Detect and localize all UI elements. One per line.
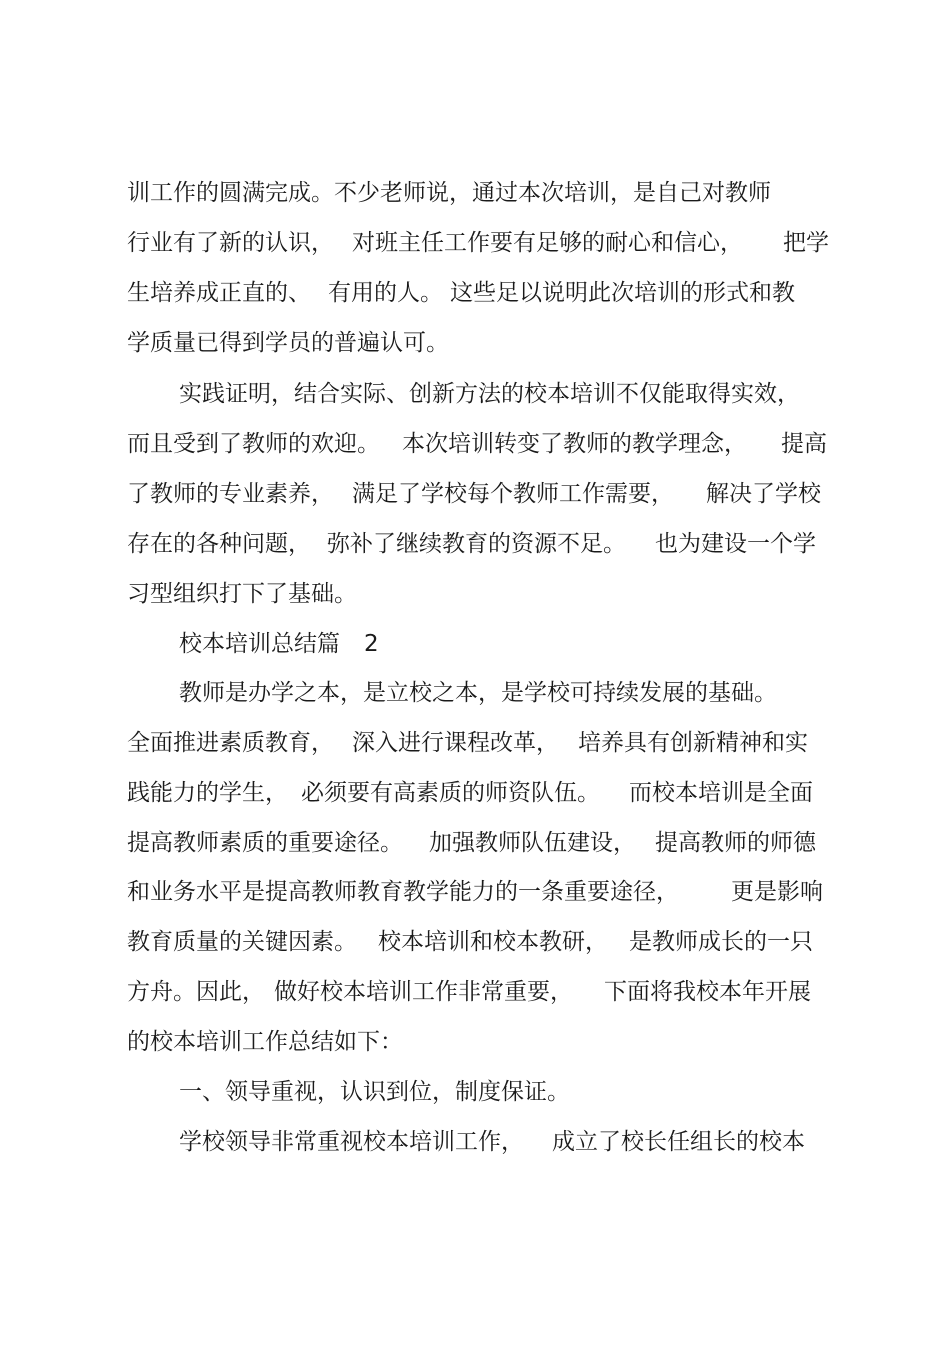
text-line bbox=[0, 818, 950, 868]
text-segment: 践能力的学生， bbox=[127, 780, 288, 806]
text-segment: 更是影响 bbox=[731, 879, 823, 905]
text-segment: 这些足以说明此次培训的形式和教 bbox=[450, 280, 795, 306]
text-line bbox=[0, 218, 950, 268]
text-segment: 教育质量的关键因素。 bbox=[127, 929, 357, 955]
text-line bbox=[0, 569, 950, 619]
text-segment: 本次培训转变了教师的教学理念， bbox=[402, 431, 747, 457]
text-segment: 生培养成正直的、 bbox=[127, 280, 311, 306]
section-heading bbox=[0, 619, 950, 669]
text-segment: 教师是办学之本，是立校之本，是学校可持续发展的基础。 bbox=[179, 680, 777, 706]
text-line bbox=[0, 668, 950, 718]
text-segment: 了教师的专业素养， bbox=[127, 481, 334, 507]
text-segment: 把学 bbox=[783, 230, 829, 256]
text-segment: 和业务水平是提高教师教育教学能力的一条重要途径， bbox=[127, 879, 679, 905]
text-segment: 加强教师队伍建设， bbox=[429, 830, 636, 856]
text-segment: 是教师成长的一只 bbox=[629, 929, 813, 955]
text-line bbox=[0, 718, 950, 768]
text-segment: 成立了校长任组长的校本 bbox=[552, 1129, 805, 1155]
text-segment: 对班主任工作要有足够的耐心和信心， bbox=[352, 230, 743, 256]
text-line bbox=[0, 318, 950, 368]
text-segment: 提高教师素质的重要途径。 bbox=[127, 830, 403, 856]
text-segment: 提高 bbox=[781, 431, 827, 457]
section-subheading bbox=[0, 1067, 950, 1117]
text-segment: 的校本培训工作总结如下： bbox=[127, 1029, 403, 1055]
text-segment: 深入进行课程改革， bbox=[352, 730, 559, 756]
text-segment: 实践证明，结合实际、创新方法的校本培训不仅能取得实效， bbox=[179, 381, 800, 407]
text-segment: 全面推进素质教育， bbox=[127, 730, 334, 756]
text-segment: 下面将我校本年开展 bbox=[604, 979, 811, 1005]
text-segment: 弥补了继续教育的资源不足。 bbox=[327, 531, 626, 557]
text-line bbox=[0, 967, 950, 1017]
text-line bbox=[0, 768, 950, 818]
text-line bbox=[0, 369, 950, 419]
text-segment: 解决了学校 bbox=[706, 481, 821, 507]
text-segment: 习型组织打下了基础。 bbox=[127, 581, 357, 607]
text-line bbox=[0, 419, 950, 469]
text-segment: 必须要有高素质的师资队伍。 bbox=[301, 780, 600, 806]
text-segment: 一、领导重视，认识到位，制度保证。 bbox=[179, 1079, 570, 1105]
text-segment: 存在的各种问题， bbox=[127, 531, 311, 557]
text-segment: 也为建设一个学 bbox=[655, 531, 816, 557]
text-line bbox=[0, 1117, 950, 1167]
text-segment: 培养具有创新精神和实 bbox=[578, 730, 808, 756]
text-segment: 而且受到了教师的欢迎。 bbox=[127, 431, 380, 457]
text-segment: 校本培训和校本教研， bbox=[378, 929, 608, 955]
text-segment: 而校本培训是全面 bbox=[629, 780, 813, 806]
heading-number: 2 bbox=[364, 631, 379, 657]
text-line bbox=[0, 519, 950, 569]
text-segment: 学校领导非常重视校本培训工作， bbox=[179, 1129, 524, 1155]
text-segment: 做好校本培训工作非常重要， bbox=[274, 979, 573, 1005]
text-line bbox=[0, 1017, 950, 1067]
text-segment: 方舟。因此， bbox=[127, 979, 265, 1005]
text-segment: 提高教师的师德 bbox=[655, 830, 816, 856]
text-segment: 有用的人。 bbox=[328, 280, 443, 306]
text-segment: 行业有了新的认识， bbox=[127, 230, 334, 256]
text-line bbox=[0, 917, 950, 967]
text-line bbox=[0, 867, 950, 917]
text-segment: 满足了学校每个教师工作需要， bbox=[352, 481, 674, 507]
text-line bbox=[0, 168, 950, 218]
heading-text: 校本培训总结篇 bbox=[179, 631, 340, 657]
text-segment: 学质量已得到学员的普遍认可。 bbox=[127, 330, 449, 356]
text-line bbox=[0, 469, 950, 519]
text-line bbox=[0, 268, 950, 318]
text-segment: 训工作的圆满完成。不少老师说，通过本次培训，是自己对教师 bbox=[127, 180, 771, 206]
